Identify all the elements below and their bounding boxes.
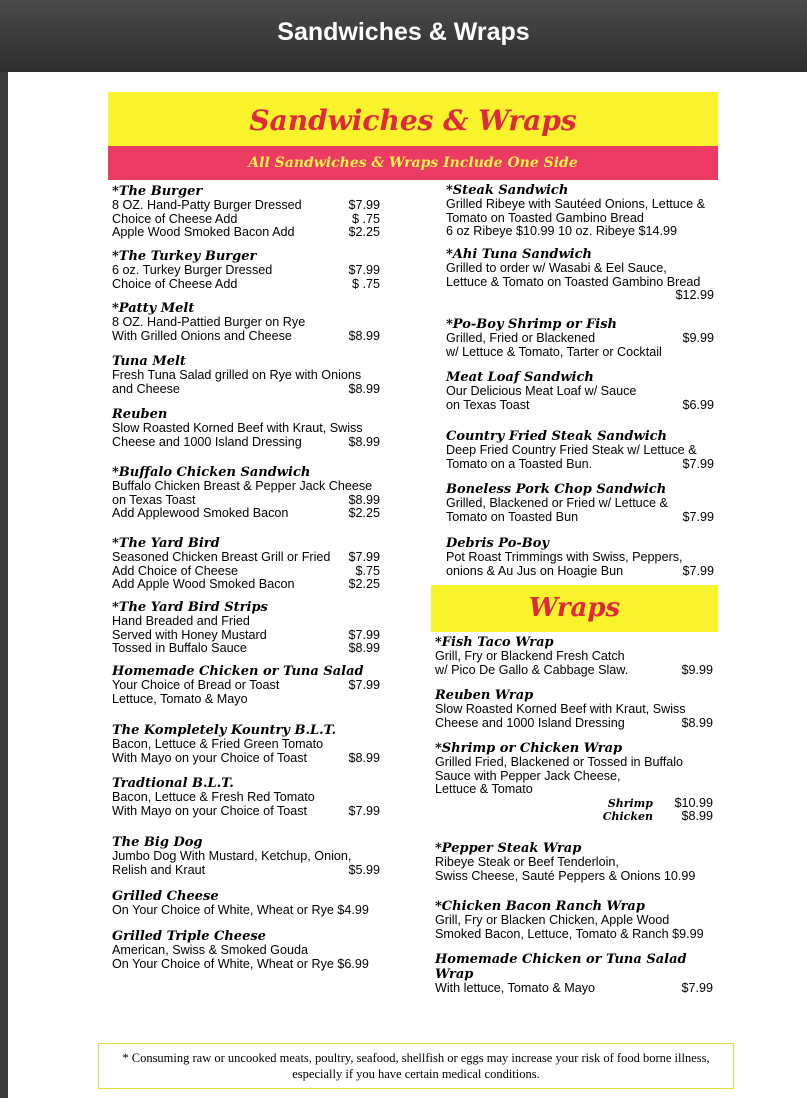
item-line — [112, 264, 380, 278]
item-name: *Ahi Tuna Sandwich — [446, 247, 592, 262]
item-price: $5.99 — [348, 862, 380, 877]
item-name: *Chicken Bacon Ranch Wrap — [435, 899, 645, 914]
item-description: Slow Roasted Korned Beef with Kraut, Swiss — [112, 421, 363, 435]
item-description: Lettuce & Tomato on Toasted Gambino Bread — [446, 274, 701, 289]
item-line — [112, 551, 380, 565]
item-line — [112, 693, 380, 707]
item-description: Pot Roast Trimmings with Swiss, Peppers, — [446, 550, 683, 564]
item-description: Hand Breaded and Fried — [112, 614, 250, 628]
menu-item — [112, 407, 380, 449]
item-description: 8 OZ. Hand-Pattied Burger on Rye — [112, 315, 306, 329]
item-line — [435, 914, 713, 928]
item-line — [446, 511, 714, 525]
item-line — [112, 316, 380, 330]
menu-item — [112, 889, 380, 918]
item-name: Grilled Triple Cheese — [112, 929, 266, 944]
item-price: $7.99 — [348, 550, 380, 564]
item-line — [112, 752, 380, 766]
item-line — [112, 805, 380, 819]
item-description: onions & Au Jus on Hoagie Bun — [446, 563, 624, 578]
item-line — [112, 679, 380, 693]
item-line — [446, 346, 714, 360]
menu-item — [435, 635, 713, 677]
item-line — [446, 551, 714, 565]
item-price: $7.99 — [682, 456, 714, 471]
menu-item — [112, 776, 380, 818]
item-line — [112, 213, 380, 227]
item-line — [112, 480, 380, 494]
item-price: $9.99 — [682, 331, 714, 345]
item-description: Cheese and 1000 Island Dressing — [435, 715, 625, 730]
item-line — [435, 856, 713, 870]
item-description: Slow Roasted Korned Beef with Kraut, Swiss — [435, 702, 686, 716]
item-line — [112, 850, 380, 864]
item-name: *The Burger — [112, 184, 203, 199]
item-line — [435, 783, 713, 797]
menu-item — [112, 664, 380, 706]
item-description: Jumbo Dog With Mustard, Ketchup, Onion, — [112, 849, 352, 863]
item-line — [446, 332, 714, 346]
item-description: With Mayo on your Choice of Toast — [112, 803, 308, 818]
item-name: *Pepper Steak Wrap — [435, 841, 582, 856]
item-line — [435, 982, 713, 996]
item-description: w/ Lettuce & Tomato, Tarter or Cocktail — [446, 344, 662, 359]
item-line — [112, 383, 380, 397]
menu-item — [112, 184, 380, 240]
menu-subtitle: All Sandwiches & Wraps Include One Side — [108, 146, 718, 180]
item-line — [112, 904, 380, 918]
item-description: Grill, Fry or Blackend Fresh Catch — [435, 649, 625, 663]
top-bar — [0, 0, 807, 72]
item-description: On Your Choice of White, Wheat or Rye $6.99 — [112, 956, 369, 971]
item-price: $8.99 — [681, 809, 713, 823]
item-price: $7.99 — [348, 803, 380, 818]
item-price: $8.99 — [348, 328, 380, 343]
item-line — [435, 810, 713, 824]
item-line — [112, 494, 380, 508]
item-price: $.75 — [355, 563, 380, 578]
item-price: $2.25 — [348, 577, 380, 591]
item-line — [435, 770, 713, 784]
item-line — [112, 944, 380, 958]
item-name: Country Fried Steak Sandwich — [446, 429, 667, 444]
item-price: $7.99 — [348, 198, 380, 212]
item-name: *Shrimp or Chicken Wrap — [435, 741, 623, 756]
item-price: $6.99 — [682, 397, 714, 412]
item-description: Cheese and 1000 Island Dressing — [112, 434, 302, 449]
item-line — [435, 703, 713, 717]
item-name: Grilled Cheese — [112, 889, 219, 904]
item-description: Add Apple Wood Smoked Bacon — [112, 577, 295, 591]
item-description: Choice of Cheese Add — [112, 211, 238, 226]
item-description: Swiss Cheese, Sauté Peppers & Onions 10.99 — [435, 868, 696, 883]
item-line — [112, 226, 380, 240]
menu-item — [446, 183, 714, 239]
menu-item — [435, 688, 713, 730]
menu-item — [446, 317, 714, 359]
item-line — [112, 958, 380, 972]
item-description: Relish and Kraut — [112, 862, 206, 877]
item-line — [112, 864, 380, 878]
item-price: $8.99 — [348, 381, 380, 396]
menu-item — [112, 723, 380, 765]
item-description: Sauce with Pepper Jack Cheese, — [435, 768, 621, 783]
menu-item — [112, 600, 380, 656]
item-name: Boneless Pork Chop Sandwich — [446, 482, 667, 497]
item-price: $10.99 — [674, 795, 713, 810]
item-description: Choice of Cheese Add — [112, 276, 238, 291]
item-name: *Fish Taco Wrap — [435, 635, 554, 650]
item-price: $9.99 — [681, 662, 713, 677]
item-description: Lettuce, Tomato & Mayo — [112, 691, 248, 706]
item-description: With Grilled Onions and Cheese — [112, 328, 292, 343]
menu-item — [112, 249, 380, 291]
item-line — [446, 458, 714, 472]
item-description: Fresh Tuna Salad grilled on Rye with Onions — [112, 368, 362, 382]
item-description: 6 oz. Turkey Burger Dressed — [112, 263, 273, 277]
item-line — [112, 422, 380, 436]
item-description: Ribeye Steak or Beef Tenderloin, — [435, 855, 619, 869]
item-line — [435, 870, 713, 884]
wraps-heading: Wraps — [431, 585, 718, 632]
item-description: on Texas Toast — [446, 397, 530, 412]
item-name: Homemade Chicken or Tuna Salad — [112, 664, 364, 679]
item-price: $8.99 — [348, 492, 380, 507]
item-name: *The Turkey Burger — [112, 249, 257, 264]
item-line — [446, 385, 714, 399]
item-description: Tossed in Buffalo Sauce — [112, 641, 247, 655]
item-line — [435, 928, 713, 942]
item-line — [112, 629, 380, 643]
item-description: Grilled, Blackened or Fried w/ Lettuce & — [446, 496, 668, 510]
item-name: Tuna Melt — [112, 354, 186, 369]
item-name: The Big Dog — [112, 835, 203, 850]
item-description: Grilled Ribeye with Sautéed Onions, Lettuce & — [446, 197, 706, 211]
item-description: American, Swiss & Smoked Gouda — [112, 943, 308, 957]
item-price: $8.99 — [348, 434, 380, 449]
item-name: *Steak Sandwich — [446, 183, 569, 198]
item-line — [435, 664, 713, 678]
item-description: Buffalo Chicken Breast & Pepper Jack Cheese — [112, 479, 373, 493]
item-price: $ .75 — [351, 276, 380, 291]
item-line — [446, 289, 714, 303]
item-description: 6 oz Ribeye $10.99 10 oz. Ribeye $14.99 — [446, 224, 678, 238]
item-description: On Your Choice of White, Wheat or Rye $4.99 — [112, 903, 369, 917]
item-line — [112, 199, 380, 213]
item-line — [446, 276, 714, 290]
menu-header — [108, 92, 718, 180]
item-line — [446, 262, 714, 276]
item-description: Seasoned Chicken Breast Grill or Fried — [112, 550, 331, 564]
menu-item — [112, 835, 380, 877]
item-line — [446, 444, 714, 458]
item-price: $8.99 — [348, 750, 380, 765]
menu-item — [435, 952, 713, 996]
menu-item — [112, 301, 380, 343]
item-description: Grill, Fry or Blacken Chicken, Apple Wood — [435, 913, 670, 927]
item-line — [112, 615, 380, 629]
item-description: Your Choice of Bread or Toast — [112, 678, 280, 692]
item-line — [446, 198, 714, 212]
item-line — [446, 399, 714, 413]
item-price: $7.99 — [681, 981, 713, 995]
item-line — [435, 717, 713, 731]
item-line — [112, 565, 380, 579]
item-description: on Texas Toast — [112, 492, 196, 507]
item-name: *The Yard Bird — [112, 536, 220, 551]
item-description: With Mayo on your Choice of Toast — [112, 750, 308, 765]
item-description: Tomato on Toasted Bun — [446, 509, 579, 524]
item-name: *Patty Melt — [112, 301, 195, 316]
item-name: Homemade Chicken or Tuna Salad Wrap — [435, 952, 687, 982]
item-line — [435, 756, 713, 770]
item-description: Our Delicious Meat Loaf w/ Sauce — [446, 384, 637, 398]
menu-item — [446, 247, 714, 303]
item-description: Add Applewood Smoked Bacon — [112, 506, 289, 520]
item-name: Reuben — [112, 407, 168, 422]
item-description: Bacon, Lettuce & Fresh Red Tomato — [112, 790, 315, 804]
item-name: Reuben Wrap — [435, 688, 534, 703]
item-price: $2.25 — [348, 506, 380, 520]
item-line — [112, 436, 380, 450]
menu-item — [112, 465, 380, 521]
item-line — [435, 797, 713, 811]
item-description: Grilled Fried, Blackened or Tossed in Buffalo — [435, 755, 684, 769]
menu-title: Sandwiches & Wraps — [249, 104, 577, 137]
item-line — [112, 278, 380, 292]
item-description: Grilled to order w/ Wasabi & Eel Sauce, — [446, 261, 667, 275]
item-name: Tradtional B.L.T. — [112, 776, 234, 791]
item-line — [112, 738, 380, 752]
menu-item — [446, 429, 714, 471]
item-price: $7.99 — [348, 678, 380, 692]
item-name: *Buffalo Chicken Sandwich — [112, 465, 311, 480]
item-line — [112, 507, 380, 521]
food-safety-disclaimer: * Consuming raw or uncooked meats, poultry, seafood, shellfish or eggs may increase your risk of food borne illness, especially if you have certain medical conditions. — [98, 1043, 734, 1089]
item-name: Debris Po-Boy — [446, 536, 549, 551]
item-name: The Kompletely Kountry B.L.T. — [112, 723, 337, 738]
item-description: w/ Pico De Gallo & Cabbage Slaw. — [435, 662, 629, 677]
menu-item — [112, 536, 380, 592]
item-description: With lettuce, Tomato & Mayo — [435, 981, 596, 995]
item-line — [112, 791, 380, 805]
item-description: Apple Wood Smoked Bacon Add — [112, 225, 295, 239]
item-line — [112, 369, 380, 383]
item-description: Smoked Bacon, Lettuce, Tomato & Ranch $9.99 — [435, 926, 704, 941]
item-name: Meat Loaf Sandwich — [446, 370, 594, 385]
item-description: Lettuce & Tomato — [435, 782, 533, 796]
item-name: *The Yard Bird Strips — [112, 600, 268, 615]
item-description: Bacon, Lettuce & Fried Green Tomato — [112, 737, 324, 751]
item-line — [112, 642, 380, 656]
menu-item — [446, 536, 714, 578]
item-price: $8.99 — [681, 715, 713, 730]
item-description: Tomato on Toasted Gambino Bread — [446, 210, 644, 225]
menu-item — [435, 841, 713, 883]
item-line — [446, 497, 714, 511]
item-price: $2.25 — [348, 225, 380, 239]
item-description: Deep Fried Country Fried Steak w/ Lettuce & — [446, 443, 697, 457]
item-line — [446, 225, 714, 239]
item-line — [446, 565, 714, 579]
item-description: Tomato on a Toasted Bun. — [446, 456, 593, 471]
item-line — [435, 650, 713, 664]
item-price: $7.99 — [348, 627, 380, 642]
item-price: $7.99 — [682, 509, 714, 524]
item-variant: Chicken — [602, 810, 653, 823]
item-description: 8 OZ. Hand-Patty Burger Dressed — [112, 198, 302, 212]
menu-item — [112, 929, 380, 971]
menu-item — [446, 370, 714, 412]
item-variant: Shrimp — [607, 796, 653, 810]
item-description: and Cheese — [112, 381, 180, 396]
item-line — [112, 578, 380, 592]
menu-item — [112, 354, 380, 396]
item-price: $12.99 — [675, 288, 714, 302]
page-title: Sandwiches & Wraps — [277, 18, 530, 46]
item-description: Grilled, Fried or Blackened — [446, 331, 596, 345]
menu-item — [446, 482, 714, 524]
item-price: $7.99 — [348, 263, 380, 277]
item-description: Add Choice of Cheese — [112, 563, 239, 578]
item-description: Served with Honey Mustard — [112, 627, 267, 642]
item-price: $7.99 — [682, 563, 714, 578]
menu-item — [435, 899, 713, 941]
item-price: $8.99 — [348, 641, 380, 655]
item-line — [112, 330, 380, 344]
item-name: *Po-Boy Shrimp or Fish — [446, 317, 618, 332]
menu-item — [435, 741, 713, 824]
item-price: $ .75 — [351, 211, 380, 226]
item-line — [446, 212, 714, 226]
